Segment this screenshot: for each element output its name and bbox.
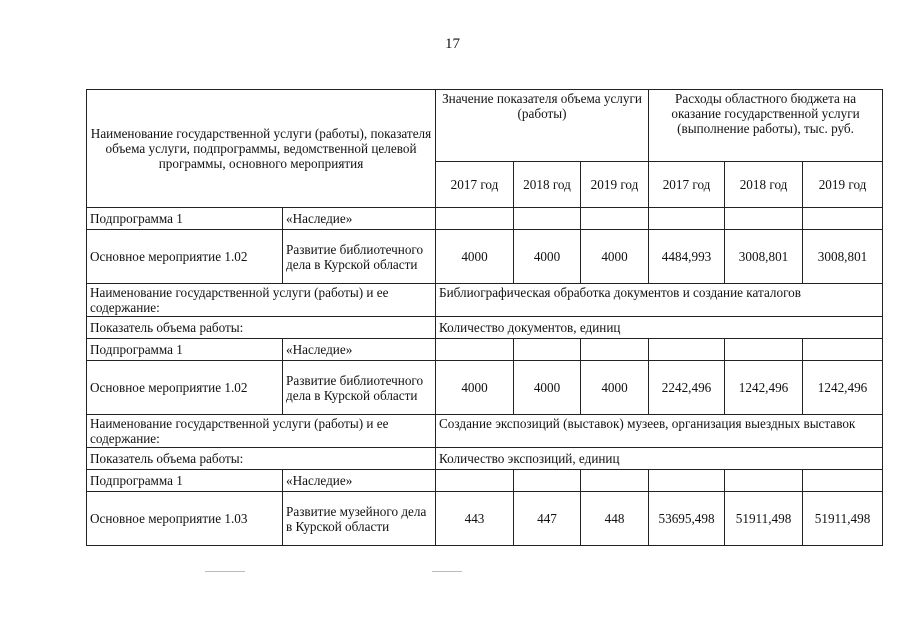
- value-cell: 4000: [514, 230, 581, 284]
- value-cell: 2242,496: [649, 361, 725, 415]
- indicator-value: Количество документов, единиц: [436, 317, 883, 339]
- value-cell: 4000: [581, 361, 649, 415]
- value-cell: 443: [436, 492, 514, 546]
- value-cell: 448: [581, 492, 649, 546]
- value-cell: 51911,498: [725, 492, 803, 546]
- scan-artifact-line: [432, 571, 462, 572]
- header-row: [87, 90, 883, 162]
- subprogram-label: Подпрограмма 1: [87, 470, 283, 492]
- page-number: 17: [445, 36, 460, 52]
- subprogram-label: Подпрограмма 1: [87, 339, 283, 361]
- activity-row: [87, 361, 883, 415]
- activity-label: Основное мероприятие 1.02: [87, 361, 283, 415]
- service-label: Наименование государственной услуги (работы) и ее содержание:: [87, 415, 436, 448]
- value-cell: 4484,993: [649, 230, 725, 284]
- value-cell: 1242,496: [725, 361, 803, 415]
- value-cell: 4000: [436, 230, 514, 284]
- budget-table: [86, 89, 883, 546]
- subprogram-label: Подпрограмма 1: [87, 208, 283, 230]
- indicator-row: [87, 448, 883, 470]
- subprogram-name: «Наследие»: [283, 470, 436, 492]
- value-cell: 4000: [436, 361, 514, 415]
- header-name-cell: Наименование государственной услуги (работы), показателя объема услуги, подпрограммы, ведомственной целевой программы, основного мероприятия: [87, 90, 436, 208]
- indicator-label: Показатель объема работы:: [87, 317, 436, 339]
- year-cell: 2018 год: [725, 162, 803, 208]
- indicator-value: Количество экспозиций, единиц: [436, 448, 883, 470]
- year-cell: 2019 год: [803, 162, 883, 208]
- year-cell: 2017 год: [649, 162, 725, 208]
- activity-label: Основное мероприятие 1.02: [87, 230, 283, 284]
- scan-artifact-line: [205, 571, 245, 572]
- value-cell: 4000: [514, 361, 581, 415]
- value-cell: 4000: [581, 230, 649, 284]
- header-indicator-cell: Значение показателя объема услуги (работы): [436, 90, 649, 162]
- service-row: [87, 415, 883, 448]
- year-cell: 2019 год: [581, 162, 649, 208]
- service-label: Наименование государственной услуги (работы) и ее содержание:: [87, 284, 436, 317]
- value-cell: 447: [514, 492, 581, 546]
- activity-row: [87, 230, 883, 284]
- service-row: [87, 284, 883, 317]
- service-value: Библиографическая обработка документов и создание каталогов: [436, 284, 883, 317]
- subprogram-name: «Наследие»: [283, 339, 436, 361]
- value-cell: 3008,801: [803, 230, 883, 284]
- indicator-label: Показатель объема работы:: [87, 448, 436, 470]
- subprogram-row: [87, 470, 883, 492]
- subprogram-row: [87, 339, 883, 361]
- value-cell: 53695,498: [649, 492, 725, 546]
- subprogram-row: [87, 208, 883, 230]
- value-cell: 3008,801: [725, 230, 803, 284]
- subprogram-name: «Наследие»: [283, 208, 436, 230]
- header-budget-cell: Расходы областного бюджета на оказание государственной услуги (выполнение работы), тыс. руб.: [649, 90, 883, 162]
- activity-name: Развитие библиотечного дела в Курской области: [283, 230, 436, 284]
- value-cell: 51911,498: [803, 492, 883, 546]
- activity-name: Развитие библиотечного дела в Курской области: [283, 361, 436, 415]
- service-value: Создание экспозиций (выставок) музеев, организация выездных выставок: [436, 415, 883, 448]
- year-cell: 2017 год: [436, 162, 514, 208]
- activity-row: [87, 492, 883, 546]
- activity-name: Развитие музейного дела в Курской области: [283, 492, 436, 546]
- value-cell: 1242,496: [803, 361, 883, 415]
- year-cell: 2018 год: [514, 162, 581, 208]
- indicator-row: [87, 317, 883, 339]
- activity-label: Основное мероприятие 1.03: [87, 492, 283, 546]
